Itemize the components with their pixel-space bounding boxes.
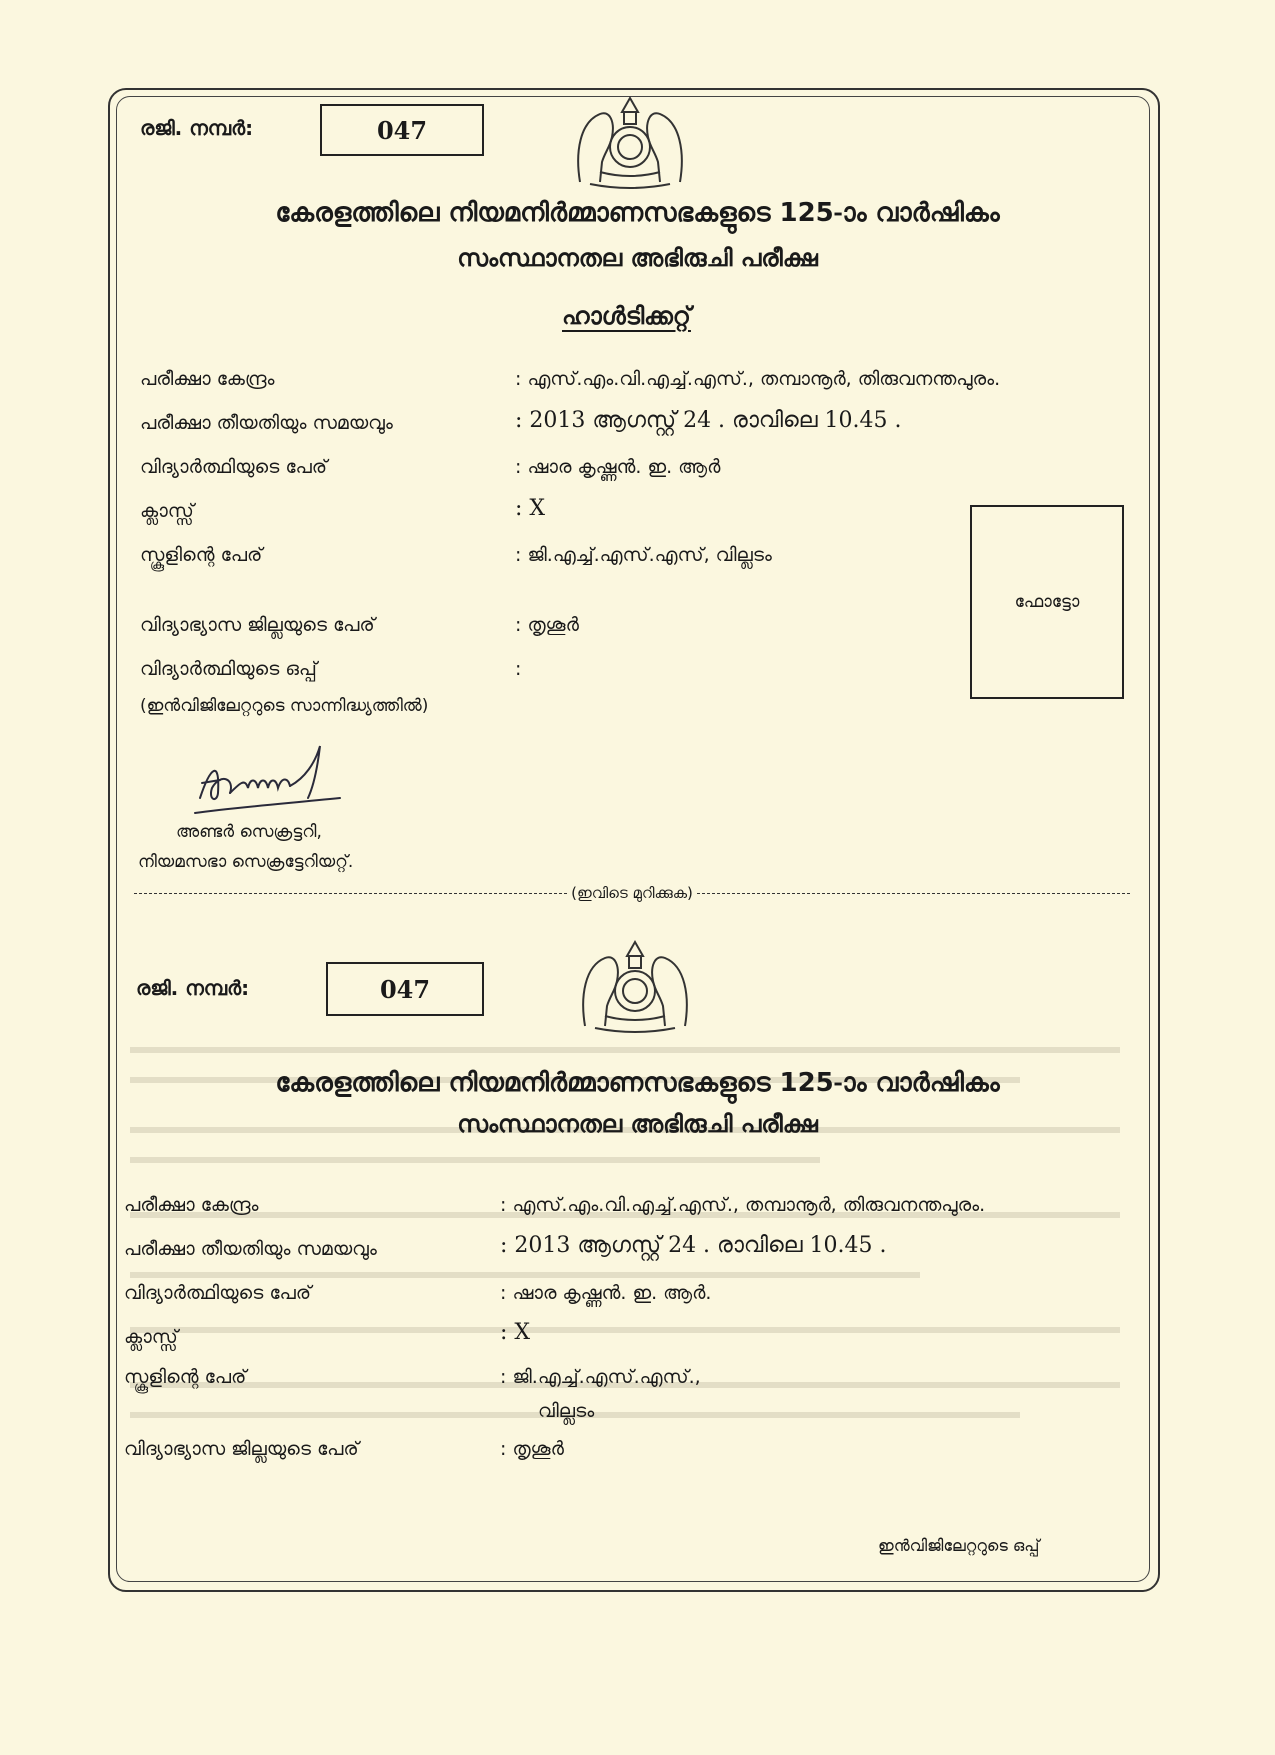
- field-value-class-bottom: : X: [500, 1320, 531, 1345]
- field-value-student-name-bottom: : ഷാര കൃഷ്ണൻ. ഇ. ആർ.: [500, 1282, 712, 1304]
- cut-line-dash-right: [697, 893, 1130, 894]
- field-label-school-name-bottom: സ്കൂളിന്റെ പേര്: [124, 1366, 247, 1388]
- field-label-exam-datetime-bottom: പരീക്ഷാ തീയതിയും സമയവും: [124, 1238, 377, 1260]
- field-value-school-name-bottom: : ജി.എച്ച്.എസ്.എസ്.,: [500, 1366, 701, 1388]
- reg-number-label-bottom: രജി. നമ്പർ:: [136, 976, 250, 1000]
- field-label-school-name: സ്കൂളിന്റെ പേര്: [140, 544, 263, 566]
- invigilator-signature-label: ഇൻവിജിലേറ്ററുടെ ഒപ്പ്: [878, 1536, 1040, 1555]
- field-label-exam-centre: പരീക്ഷാ കേന്ദ്രം: [140, 368, 275, 390]
- cut-here-line: [134, 884, 1130, 902]
- field-label-student-name-bottom: വിദ്യാർത്ഥിയുടെ പേര്: [124, 1282, 312, 1304]
- cut-line-dash-left: [134, 893, 567, 894]
- field-value-exam-datetime: : 2013 ആഗസ്റ്റ് 24 . രാവിലെ 10.45 .: [515, 408, 902, 433]
- field-value-student-signature: :: [515, 658, 522, 680]
- field-value-education-district-bottom: : തൃശൂർ: [500, 1438, 564, 1460]
- handwritten-signature: [190, 738, 360, 818]
- field-label-student-signature: വിദ്യാർത്ഥിയുടെ ഒപ്പ്: [140, 658, 317, 680]
- photo-box: [970, 505, 1124, 699]
- field-label-exam-centre-bottom: പരീക്ഷാ കേന്ദ്രം: [124, 1194, 259, 1216]
- exam-subheading: സംസ്ഥാനതല അഭിരുചി പരീക്ഷ: [457, 244, 818, 272]
- cut-here-label: (ഇവിടെ മുറിക്കുക): [571, 884, 693, 902]
- field-value-education-district: : തൃശൂർ: [515, 614, 579, 636]
- photo-label: ഫോട്ടോ: [1014, 592, 1080, 612]
- field-value-exam-datetime-bottom: : 2013 ആഗസ്റ്റ് 24 . രാവിലെ 10.45 .: [500, 1233, 887, 1258]
- reg-number-label: രജി. നമ്പർ:: [140, 116, 254, 140]
- exam-subheading-bottom: സംസ്ഥാനതല അഭിരുചി പരീക്ഷ: [457, 1110, 818, 1138]
- signatory-office: നിയമസഭാ സെക്രട്ടേറിയറ്റ്.: [138, 852, 354, 872]
- field-label-class-bottom: ക്ലാസ്സ്: [124, 1326, 178, 1348]
- field-value-exam-centre: : എസ്.എം.വി.എച്ച്.എസ്., തമ്പാനൂർ, തിരുവനന്തപുരം.: [515, 368, 1001, 390]
- field-label-education-district-bottom: വിദ്യാഭ്യാസ ജില്ലയുടെ പേര്: [124, 1438, 359, 1460]
- kerala-emblem-logo-bottom: [565, 936, 705, 1036]
- field-value-exam-centre-bottom: : എസ്.എം.വി.എച്ച്.എസ്., തമ്പാനൂർ, തിരുവനന്തപുരം.: [500, 1194, 986, 1216]
- signatory-title: അണ്ടർ സെക്രട്ടറി,: [176, 822, 322, 842]
- field-value-school-place-bottom: വില്ലടം: [538, 1400, 595, 1422]
- field-label-class: ക്ലാസ്സ്: [140, 500, 194, 522]
- field-value-class: : X: [515, 496, 546, 521]
- signature-note: (ഇൻവിജിലേറ്ററുടെ സാന്നിദ്ധ്യത്തിൽ): [140, 696, 429, 716]
- field-label-exam-datetime: പരീക്ഷാ തീയതിയും സമയവും: [140, 412, 393, 434]
- exam-heading: കേരളത്തിലെ നിയമനിർമ്മാണസഭകളുടെ 125-ാം വാർഷികം: [275, 198, 1000, 228]
- reg-number-box: 047: [320, 104, 484, 156]
- field-value-school-name: : ജി.എച്ച്.എസ്.എസ്, വില്ലടം: [515, 544, 772, 566]
- kerala-emblem-logo: [560, 92, 700, 192]
- field-label-student-name: വിദ്യാർത്ഥിയുടെ പേര്: [140, 456, 328, 478]
- field-value-student-name: : ഷാര കൃഷ്ണൻ. ഇ. ആർ: [515, 456, 721, 478]
- hall-ticket-title: ഹാൾടിക്കറ്റ്: [562, 302, 691, 330]
- reg-number-box-bottom: 047: [326, 962, 484, 1016]
- exam-heading-bottom: കേരളത്തിലെ നിയമനിർമ്മാണസഭകളുടെ 125-ാം വാർഷികം: [275, 1068, 1000, 1098]
- field-label-education-district: വിദ്യാഭ്യാസ ജില്ലയുടെ പേര്: [140, 614, 375, 636]
